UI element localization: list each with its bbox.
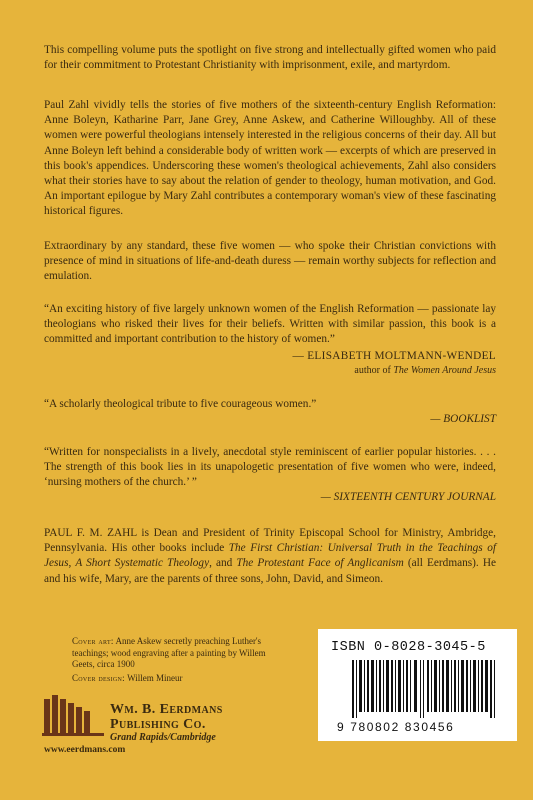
- quote-moltmann: “An exciting history of five largely unknown women of the English Reformation — passionate lay theologians who risked their lives for their beliefs. Written with similar passion, this book is a committed and important contribution to the history of women.”: [44, 303, 496, 346]
- cover-art-credit: Cover art: Anne Askew secretly preaching Luther's teachings; wood engraving after a painting by Willem Geets, circa 1900: [72, 636, 266, 669]
- cover-design-credit: Cover design: Willem Mineur: [72, 673, 183, 683]
- publisher-line-2: Publishing Co.: [110, 717, 206, 732]
- publisher-name: [110, 702, 223, 744]
- quote-journal-source: — SIXTEENTH CENTURY JOURNAL: [320, 491, 496, 503]
- author-bio: PAUL F. M. ZAHL is Dean and President of Trinity Episcopal School for Ministry, Ambridge, Pennsylvania. His other books include The First Christian: Universal Truth in the Teachings of Jesus, A Short Systematic Theology, and The Protestant Face of Anglicanism (all Eerdmans). He and his wife, Mary, are the parents of three sons, John, David, and Simeon.: [44, 527, 496, 585]
- eerdmans-logo-icon: [42, 691, 104, 737]
- publisher-website: www.eerdmans.com: [44, 745, 126, 755]
- quote-booklist-source: — BOOKLIST: [430, 413, 496, 425]
- publisher-line-1: Wm. B. Eerdmans: [110, 702, 223, 717]
- closing-paragraph: Extraordinary by any standard, these five women — who spoke their Christian convictions with presence of mind in situations of life-and-death duress — remain worthy subjects for reflection and emulation.: [44, 240, 496, 283]
- quote-moltmann-note: author of The Women Around Jesus: [354, 365, 496, 376]
- barcode-number: 9 780802 830456: [337, 720, 455, 734]
- isbn-label: ISBN 0-8028-3045-5: [331, 640, 486, 655]
- quote-moltmann-source: — ELISABETH MOLTMANN-WENDEL: [292, 350, 496, 362]
- quote-booklist: “A scholarly theological tribute to five courageous women.”: [44, 398, 317, 410]
- barcode-icon: [352, 660, 502, 718]
- intro-paragraph: This compelling volume puts the spotlight on five strong and intellectually gifted women who paid for their commitment to Protestant Christianity with imprisonment, exile, and martyrdom.: [44, 44, 496, 72]
- description-paragraph: Paul Zahl vividly tells the stories of five mothers of the sixteenth-century English Reformation: Anne Boleyn, Katharine Parr, Jane Grey, Anne Askew, and Catherine Willoughby. All of these women were powerful theologians intensely interested in the religious concerns of their day. All but Anne Boleyn left behind a considerable body of written work — excerpts of which are preserved in this book's appendices. Underscoring these women's theological achievements, Zahl also considers what their stories have to say about the relation of gender to theology, human motivation, and God. An important epilogue by Mary Zahl contributes a contemporary woman's view of these fascinating historical figures.: [44, 99, 496, 218]
- quote-journal: “Written for nonspecialists in a lively, anecdotal style reminiscent of earlier popular histories. . . . The strength of this book lies in its unapologetic presentation of five women who were, indeed, ‘nursing mothers of the church.’ ”: [44, 446, 496, 489]
- publisher-location: Grand Rapids/Cambridge: [110, 732, 216, 743]
